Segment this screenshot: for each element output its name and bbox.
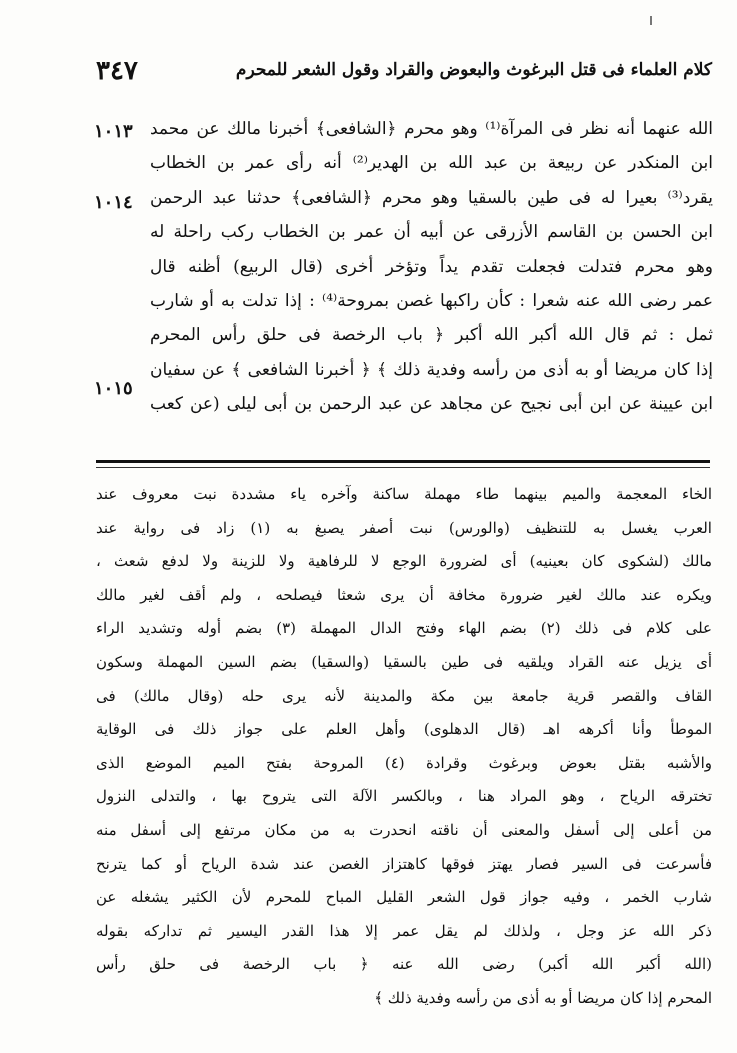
footnote-line: أى يزيل عنه القراد ويلقيه فى طين بالسقيا (والسقيا) بضم السين المهملة وسكون [96, 652, 712, 671]
hadith-number: ١٠١٤ [94, 192, 133, 213]
running-title: كلام العلماء فى قتل البرغوث والبعوض والقراد وقول الشعر للمحرم [235, 60, 712, 80]
footnote-line: ذكر الله عز وجل ، ولذلك لم يقل عمر إلا هذا القدر اليسير ثم تداركه بقوله [96, 921, 712, 940]
footnote-line: الموطأ وأنا أكرهه اهـ (قال الدهلوى) وأهل العلم على جواز ذلك فى الوقاية [96, 720, 712, 739]
page-header [96, 56, 712, 100]
footnote-line: الخاء المعجمة والميم بينهما طاء مهملة ساكنة وآخره ياء مشددة نبت معروف عند [96, 485, 712, 503]
footnote-line: ويكره عند مالك لغير ضرورة مخافة أن يرى شعثا فيصلحه ، ولم أقف لغير مالك [96, 585, 712, 604]
main-text [150, 112, 713, 422]
text-line: ابن المنكدر عن ربيعة بن عبد الله بن الهدير⁽²⁾ أنه رأى عمر بن الخطاب [150, 153, 713, 174]
text-line: يقرد⁽³⁾ بعيرا له فى طين بالسقيا وهو محرم ﴿الشافعى﴾ حدثنا عبد الرحمن [150, 187, 713, 208]
text-line: الله عنهما أنه نظر فى المرآة⁽¹⁾ وهو محرم ﴿الشافعى﴾ أخبرنا مالك عن محمد [150, 119, 713, 139]
footnote-line: العرب يغسل به للتنظيف (والورس) نبت أصفر يصبغ به (١) زاد فى رواية عند [96, 518, 712, 537]
footnote-line: شارب الخمر ، وفيه جواز قول الشعر القليل المباح للمحرم لأن الكثير يشغله عن [96, 888, 712, 907]
footnote-line: (الله أكبر الله أكبر) رضى الله عنه ﴿ باب الرخصة فى حلق رأس [96, 955, 712, 974]
text-line: ابن الحسن بن القاسم الأزرقى عن أبيه أن عمر بن الخطاب ركب راحلة له [150, 222, 713, 243]
page-number: ٣٤٧ [96, 56, 138, 86]
footnote-divider [96, 460, 710, 463]
footnotes [96, 478, 712, 1016]
footnote-line: من أعلى إلى أسفل والمعنى أن ناقته انحدرت به من مكان مرتفع إلى أسفل منه [96, 820, 712, 839]
footnote-divider-thin [96, 467, 710, 468]
hadith-number: ١٠١٣ [94, 121, 133, 142]
text-line: ابن عيينة عن ابن أبى نجيح عن مجاهد عن عبد الرحمن بن أبى ليلى (عن كعب [150, 394, 713, 415]
hadith-number: ١٠١٥ [94, 378, 133, 399]
scan-speck [650, 16, 652, 25]
footnote-line: والأشبه بقتل بعوض وبرغوث وقرادة (٤) المروحة بفتح الميم الموضع الذى [96, 753, 712, 772]
footnote-line: تخترقه الرياح ، وهو المراد هنا ، وبالكسر الآلة التى يتروح بها ، والتدلى النزول [96, 787, 712, 806]
text-line: وهو محرم فتدلت فجعلت تقدم يداً وتؤخر أخرى (قال الربيع) أظنه قال [150, 256, 713, 277]
footnote-line: مالك (لشكوى كان بعينيه) أى لضرورة الوجع لا للرفاهية ولا للزينة ولا لدفع شعث ، [96, 552, 712, 571]
text-line: ثمل : ثم قال الله أكبر الله أكبر ﴿ باب الرخصة فى حلق رأس المحرم [150, 325, 713, 346]
footnote-line: فأسرعت فى السير فصار يهتز فوقها كاهتزاز الغصن عند شدة الرياح أو كما يترنح [96, 854, 712, 873]
text-line: إذا كان مريضا أو به أذى من رأسه وفدية ذلك ﴾ ﴿ أخبرنا الشافعى ﴾ عن سفيان [150, 359, 713, 380]
footnote-line: المحرم إذا كان مريضا أو به أذى من رأسه وفدية ذلك ﴾ [374, 988, 712, 1007]
footnote-line: القاف والقصر قرية جامعة بين مكة والمدينة لأنه يرى حله (وقال مالك) فى [96, 686, 712, 705]
text-line: عمر رضى الله عنه شعرا : كأن راكبها غصن بمروحة⁽⁴⁾ : إذا تدلت به أو شارب [150, 290, 713, 311]
footnote-line: على كلام فى ذلك (٢) بضم الهاء وفتح الدال المهملة (٣) بضم أوله وتشديد الراء [96, 619, 712, 638]
